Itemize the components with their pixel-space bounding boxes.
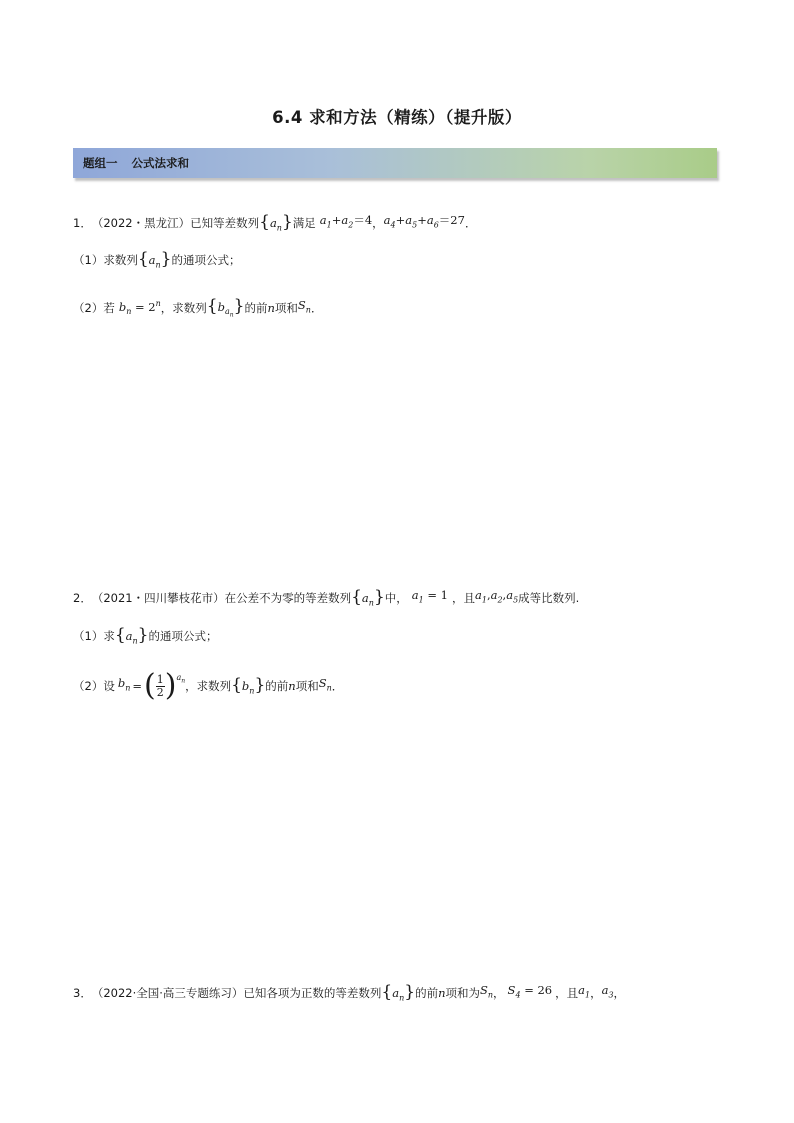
question-text: 已知各项为正数的等差数列 <box>243 985 382 1000</box>
part-text: ，求数列 <box>185 679 232 693</box>
part-text: 的前 <box>265 679 289 693</box>
part-text: ． <box>310 301 323 316</box>
formula: n <box>288 679 296 693</box>
part-text: 项和 <box>295 679 319 693</box>
part-text: ，求数列 <box>160 301 207 316</box>
question-1-part-2 <box>73 294 322 322</box>
question-text: ，且 <box>451 590 475 605</box>
page-title: 6.4 求和方法（精练）（提升版） <box>272 108 522 127</box>
question-text: ， <box>372 215 384 230</box>
question-1-part-1 <box>73 250 241 270</box>
question-number: 2． <box>73 590 92 605</box>
question-text: 满足 <box>292 215 316 230</box>
question-text: ，且 <box>555 985 579 1000</box>
formula: $\{a_n\}$ <box>114 624 149 646</box>
question-2-part-1 <box>73 626 218 646</box>
formula: $\{b_{a_n}\}$ <box>206 295 245 319</box>
part-text: 若 <box>103 301 115 316</box>
question-number: 3． <box>73 985 92 1000</box>
formula: $S_n$ <box>318 676 332 693</box>
question-text: 成等比数列. <box>518 590 580 605</box>
part-text: 求 <box>103 629 115 643</box>
formula: $\{a_n\}$ <box>381 981 416 1002</box>
formula: n <box>438 985 446 1000</box>
part-text: 的通项公式； <box>148 629 218 643</box>
formula: $\{b_n\}$ <box>231 674 266 696</box>
question-number: 1． <box>73 215 92 230</box>
formula: ( <box>144 668 156 703</box>
formula: $a_3$ <box>601 983 614 1000</box>
section-header <box>73 148 717 178</box>
formula: $a_n$ <box>176 673 186 685</box>
formula: $S_n$ <box>297 298 311 315</box>
formula: $\frac{1}{2}$ <box>156 672 164 699</box>
section-name: 公式法求和 <box>131 156 189 170</box>
question-text: ， <box>590 985 602 1000</box>
question-text: 在公差不为零的等差数列 <box>224 590 352 605</box>
part-label: （2） <box>73 301 104 316</box>
part-label: （1） <box>73 629 104 643</box>
part-text: 设 <box>103 679 115 693</box>
formula: $b_n$ <box>117 676 131 693</box>
part-text: 求数列 <box>103 253 138 267</box>
question-2-stem <box>73 585 579 610</box>
formula: $a_1$ <box>578 983 591 1000</box>
question-source: （2022·全国·高三专题练习） <box>91 985 244 1000</box>
formula: = <box>132 679 142 693</box>
question-text: 中， <box>384 590 408 605</box>
part-text: 项和 <box>274 301 298 316</box>
part-text: 的通项公式； <box>171 253 241 267</box>
formula: $a_1,a_2,a_5$ <box>474 588 519 605</box>
formula: $\{a_n\}$ <box>351 586 385 607</box>
formula: $S_4 = 26$ <box>507 983 553 1000</box>
formula: $\{a_n\}$ <box>137 248 172 270</box>
formula: $a_1+a_2=4$ <box>319 213 373 230</box>
formula: $a_1 = 1$ <box>411 588 448 605</box>
part-label: （2） <box>73 679 104 693</box>
part-text: ． <box>331 679 344 693</box>
question-text: 项和为 <box>445 985 480 1000</box>
part-text: 的前 <box>244 301 268 316</box>
section-label: 题组一 <box>83 156 118 170</box>
question-text: 已知等差数列 <box>190 215 260 230</box>
question-text: ． <box>464 215 477 230</box>
formula: $\{a_n\}$ <box>259 211 293 232</box>
part-label: （1） <box>73 253 104 267</box>
question-source: （2022・黑龙江） <box>91 215 191 230</box>
question-text: 的前 <box>415 985 439 1000</box>
formula: $S_n$ <box>480 983 494 1000</box>
question-3-stem <box>73 980 625 1005</box>
question-1-stem <box>73 210 476 235</box>
question-text: ， <box>613 985 626 1000</box>
formula: $b_n = 2^n$ <box>118 299 161 317</box>
question-text: ， <box>493 985 505 1000</box>
formula: $a_4+a_5+a_6=27$ <box>383 213 465 230</box>
formula: n <box>267 301 275 316</box>
question-source: （2021・四川攀枝花市） <box>91 590 225 605</box>
formula: ) <box>164 668 177 703</box>
question-2-part-2 <box>73 666 343 706</box>
